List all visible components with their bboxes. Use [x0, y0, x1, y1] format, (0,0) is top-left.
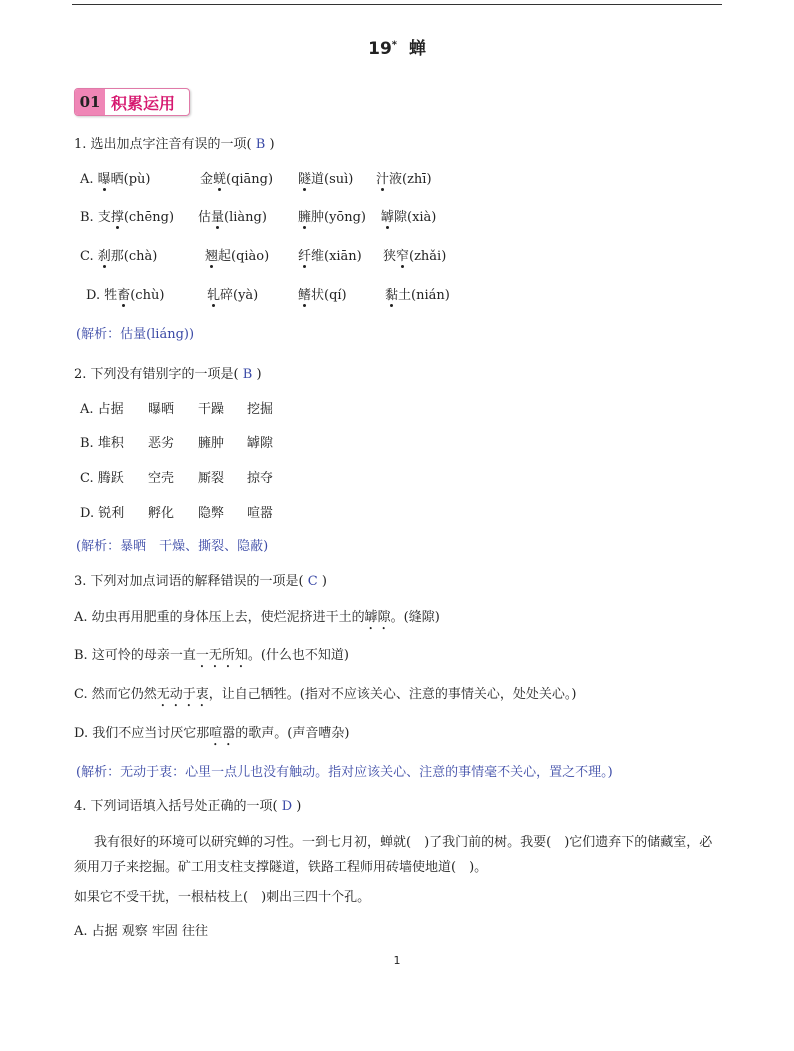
- option-item-wrap: [104, 287, 164, 305]
- q2-option-item: [247, 401, 273, 419]
- option-item-text: 堆积: [97, 436, 124, 451]
- q2-option-item: [148, 435, 174, 453]
- page-title: [0, 34, 794, 59]
- option-item-text: 牲畜(chù): [104, 288, 165, 303]
- q4-stem: [74, 798, 301, 816]
- option-item-text: 挖掘: [247, 402, 274, 417]
- option-post: 。(什么也不知道): [247, 648, 349, 663]
- q1-answer: B: [251, 137, 270, 152]
- q2-option-item: [198, 435, 224, 453]
- option-item-wrap: [207, 287, 258, 305]
- option-item-text: 锐利: [98, 506, 125, 521]
- q2-option-item: [198, 401, 224, 419]
- q2-option-item: [148, 470, 174, 488]
- top-rule: [72, 4, 722, 5]
- option-item-text: 轧碎(yà): [207, 288, 259, 303]
- option-item-text: 臃肿: [198, 436, 225, 451]
- emphasis-dot-mark: [303, 188, 306, 191]
- option-letter: B.: [80, 436, 98, 451]
- q1-option-b-item: [298, 209, 366, 227]
- option-item-text: 恶劣: [148, 436, 175, 451]
- q1-stem-text: 1. 选出加点字注音有误的一项(: [74, 137, 252, 152]
- option-item-text: 占据: [97, 402, 124, 417]
- emphasis-dot-mark: [212, 304, 215, 307]
- option-pre: D. 我们不应当讨厌它那: [74, 726, 210, 741]
- q3-option: [74, 725, 349, 749]
- option-item-wrap: [298, 248, 362, 266]
- q4-close: ): [296, 799, 302, 814]
- q1-option-a-item: [376, 171, 432, 189]
- option-item-text: 狭窄(zhǎi): [383, 249, 447, 264]
- option-item-text: 隧道(suì): [298, 172, 354, 187]
- option-letter: C.: [80, 249, 98, 264]
- option-item-wrap: [98, 248, 158, 266]
- option-item-text: 纤维(xiān): [298, 249, 362, 264]
- option-pre: C. 然而它仍然: [74, 687, 157, 702]
- q2-option-item: [148, 505, 174, 523]
- q4-answer: D: [277, 799, 297, 814]
- q2-option-item: [148, 401, 174, 419]
- q4-paragraph: 我有很好的环境可以研究蝉的习性。一到七月初，蝉就( )了我门前的树。我要( )它们遗弃下的储藏室，必须用刀子来挖掘。矿工用支柱支撑隧道，铁路工程师用砖墙使地道( )。: [74, 835, 713, 875]
- option-item-wrap: [98, 171, 151, 189]
- option-item-text: 腾跃: [97, 471, 124, 486]
- emphasis-dot-mark: [216, 226, 219, 229]
- q4-line2: 如果它不受干扰，一根枯枝上( )刺出三四十个孔。: [74, 890, 371, 905]
- emphasis-dot-mark: [116, 226, 119, 229]
- section-badge: [74, 88, 190, 116]
- option-item-text: 干躁: [198, 402, 225, 417]
- lesson-name: 蝉: [408, 39, 426, 59]
- q3-answer: C: [303, 574, 322, 589]
- option-post: 的歌声。(声音嘈杂): [235, 726, 350, 741]
- lesson-mark: *: [391, 39, 398, 51]
- option-item-wrap: [205, 248, 269, 266]
- option-item-text: 曝晒: [148, 402, 175, 417]
- q1-option-b-item: [381, 209, 436, 227]
- emphasis-dot-mark: [103, 188, 106, 191]
- option-post: ，让自己牺牲。(指对不应该关心、注意的事情关心，处处关心。): [208, 687, 577, 702]
- q1-option-c-item: [383, 248, 446, 266]
- option-pre: A. 幼虫再用肥重的身体压上去，使烂泥挤进干土的: [74, 610, 365, 625]
- q1-option-d-item: [385, 287, 450, 305]
- option-item-text: 翘起(qiào): [205, 249, 270, 264]
- q2-stem: [74, 366, 262, 384]
- option-item-text: 金蜣(qiāng): [200, 172, 274, 187]
- option-item-text: 厮裂: [198, 471, 225, 486]
- option-pre: B. 这可怜的母亲一直: [74, 648, 196, 663]
- q1-option-c-item: [298, 248, 362, 266]
- option-letter: A.: [80, 172, 98, 187]
- option-letter: C.: [80, 471, 98, 486]
- option-item-text: 喧嚣: [247, 506, 274, 521]
- option-letter: D.: [80, 506, 99, 521]
- option-item-wrap: [381, 209, 436, 227]
- q2-option-item: [247, 505, 273, 523]
- q1-option-c-item: [205, 248, 269, 266]
- section-label: 积累运用: [111, 93, 176, 113]
- q1-option-d-item: [298, 287, 347, 305]
- q2-answer: B: [238, 367, 257, 382]
- option-item-wrap: [298, 287, 347, 305]
- q1-option-d-item: [207, 287, 258, 305]
- option-item-text: 隐弊: [198, 506, 225, 521]
- lesson-number: 19: [368, 39, 392, 59]
- q1-option-b-item: [80, 209, 174, 227]
- option-letter: B.: [80, 210, 98, 225]
- q1-option-a-item: [80, 171, 151, 189]
- option-item-wrap: [383, 248, 446, 266]
- option-item-wrap: [198, 209, 267, 227]
- q2-option-item: [247, 435, 273, 453]
- dotted-word: 罅隙: [364, 610, 391, 625]
- q2-option-item: [80, 435, 124, 453]
- emphasis-dot-mark: [103, 265, 106, 268]
- emphasis-dot-mark: [381, 188, 384, 191]
- q2-option-item: [80, 401, 124, 419]
- option-item-text: 支撑(chēng): [97, 210, 175, 225]
- q3-option: [74, 609, 440, 633]
- q2-note: (解析：暴晒 干燥、撕裂、隐蔽): [76, 539, 269, 554]
- section-number: 01: [75, 89, 105, 115]
- page-number: 1: [393, 954, 401, 967]
- q1-option-c-item: [80, 248, 157, 266]
- q1-note: (解析：估量(liáng)): [76, 327, 195, 342]
- option-item-text: 孵化: [148, 506, 175, 521]
- option-item-wrap: [298, 171, 353, 189]
- emphasis-dot-mark: [122, 304, 125, 307]
- dotted-word: 无动于衷: [156, 687, 209, 702]
- q4-stem-text: 4. 下列词语填入括号处正确的一项(: [74, 799, 278, 814]
- q3-stem: [74, 573, 327, 591]
- option-item-text: 臃肿(yōng): [298, 210, 367, 225]
- dotted-word: 一无所知: [195, 648, 248, 663]
- option-letter: D.: [86, 288, 105, 303]
- option-item-text: 鳍状(qí): [298, 288, 347, 303]
- option-item-text: 空壳: [148, 471, 175, 486]
- option-item-wrap: [200, 171, 273, 189]
- q1-option-d-item: [86, 287, 164, 305]
- emphasis-dot-mark: [401, 265, 404, 268]
- q1-stem: [74, 136, 275, 154]
- emphasis-dot-mark: [303, 304, 306, 307]
- option-item-text: 掠夺: [247, 471, 274, 486]
- option-item-text: 估量(liàng): [198, 210, 267, 225]
- option-item-wrap: [298, 209, 366, 227]
- q2-close: ): [256, 367, 262, 382]
- option-item-text: 罅隙: [247, 436, 274, 451]
- dotted-word: 喧嚣: [209, 726, 236, 741]
- q4-option-a: A. 占据 观察 牢固 往往: [74, 924, 209, 939]
- q3-close: ): [321, 574, 327, 589]
- q3-stem-text: 3. 下列对加点词语的解释错误的一项是(: [74, 574, 304, 589]
- q2-option-item: [198, 470, 224, 488]
- q1-option-b-item: [198, 209, 267, 227]
- q2-option-item: [198, 505, 224, 523]
- option-item-text: 罅隙(xià): [381, 210, 437, 225]
- option-letter: A.: [80, 402, 98, 417]
- option-item-wrap: [98, 209, 174, 227]
- q3-option: [74, 647, 349, 671]
- emphasis-dot-mark: [218, 188, 221, 191]
- q2-stem-text: 2. 下列没有错别字的一项是(: [74, 367, 239, 382]
- q2-option-item: [80, 470, 124, 488]
- emphasis-dot-mark: [386, 226, 389, 229]
- option-item-text: 黏土(nián): [385, 288, 450, 303]
- q3-option: [74, 686, 576, 710]
- q3-note: (解析：无动于衷：心里一点儿也没有触动。指对应该关心、注意的事情毫不关心，置之不理。): [76, 765, 613, 780]
- q2-option-item: [247, 470, 273, 488]
- q1-option-a-item: [200, 171, 273, 189]
- option-item-text: 曝晒(pù): [97, 172, 151, 187]
- emphasis-dot-mark: [303, 226, 306, 229]
- emphasis-dot-mark: [210, 265, 213, 268]
- option-post: 。(缝隙): [390, 610, 440, 625]
- q1-close: ): [269, 137, 275, 152]
- q1-option-a-item: [298, 171, 353, 189]
- emphasis-dot-mark: [390, 304, 393, 307]
- emphasis-dot-mark: [303, 265, 306, 268]
- option-item-wrap: [376, 171, 432, 189]
- option-item-text: 刹那(chà): [97, 249, 158, 264]
- option-item-wrap: [385, 287, 450, 305]
- q2-option-item: [80, 505, 124, 523]
- option-item-text: 汁液(zhī): [376, 172, 432, 187]
